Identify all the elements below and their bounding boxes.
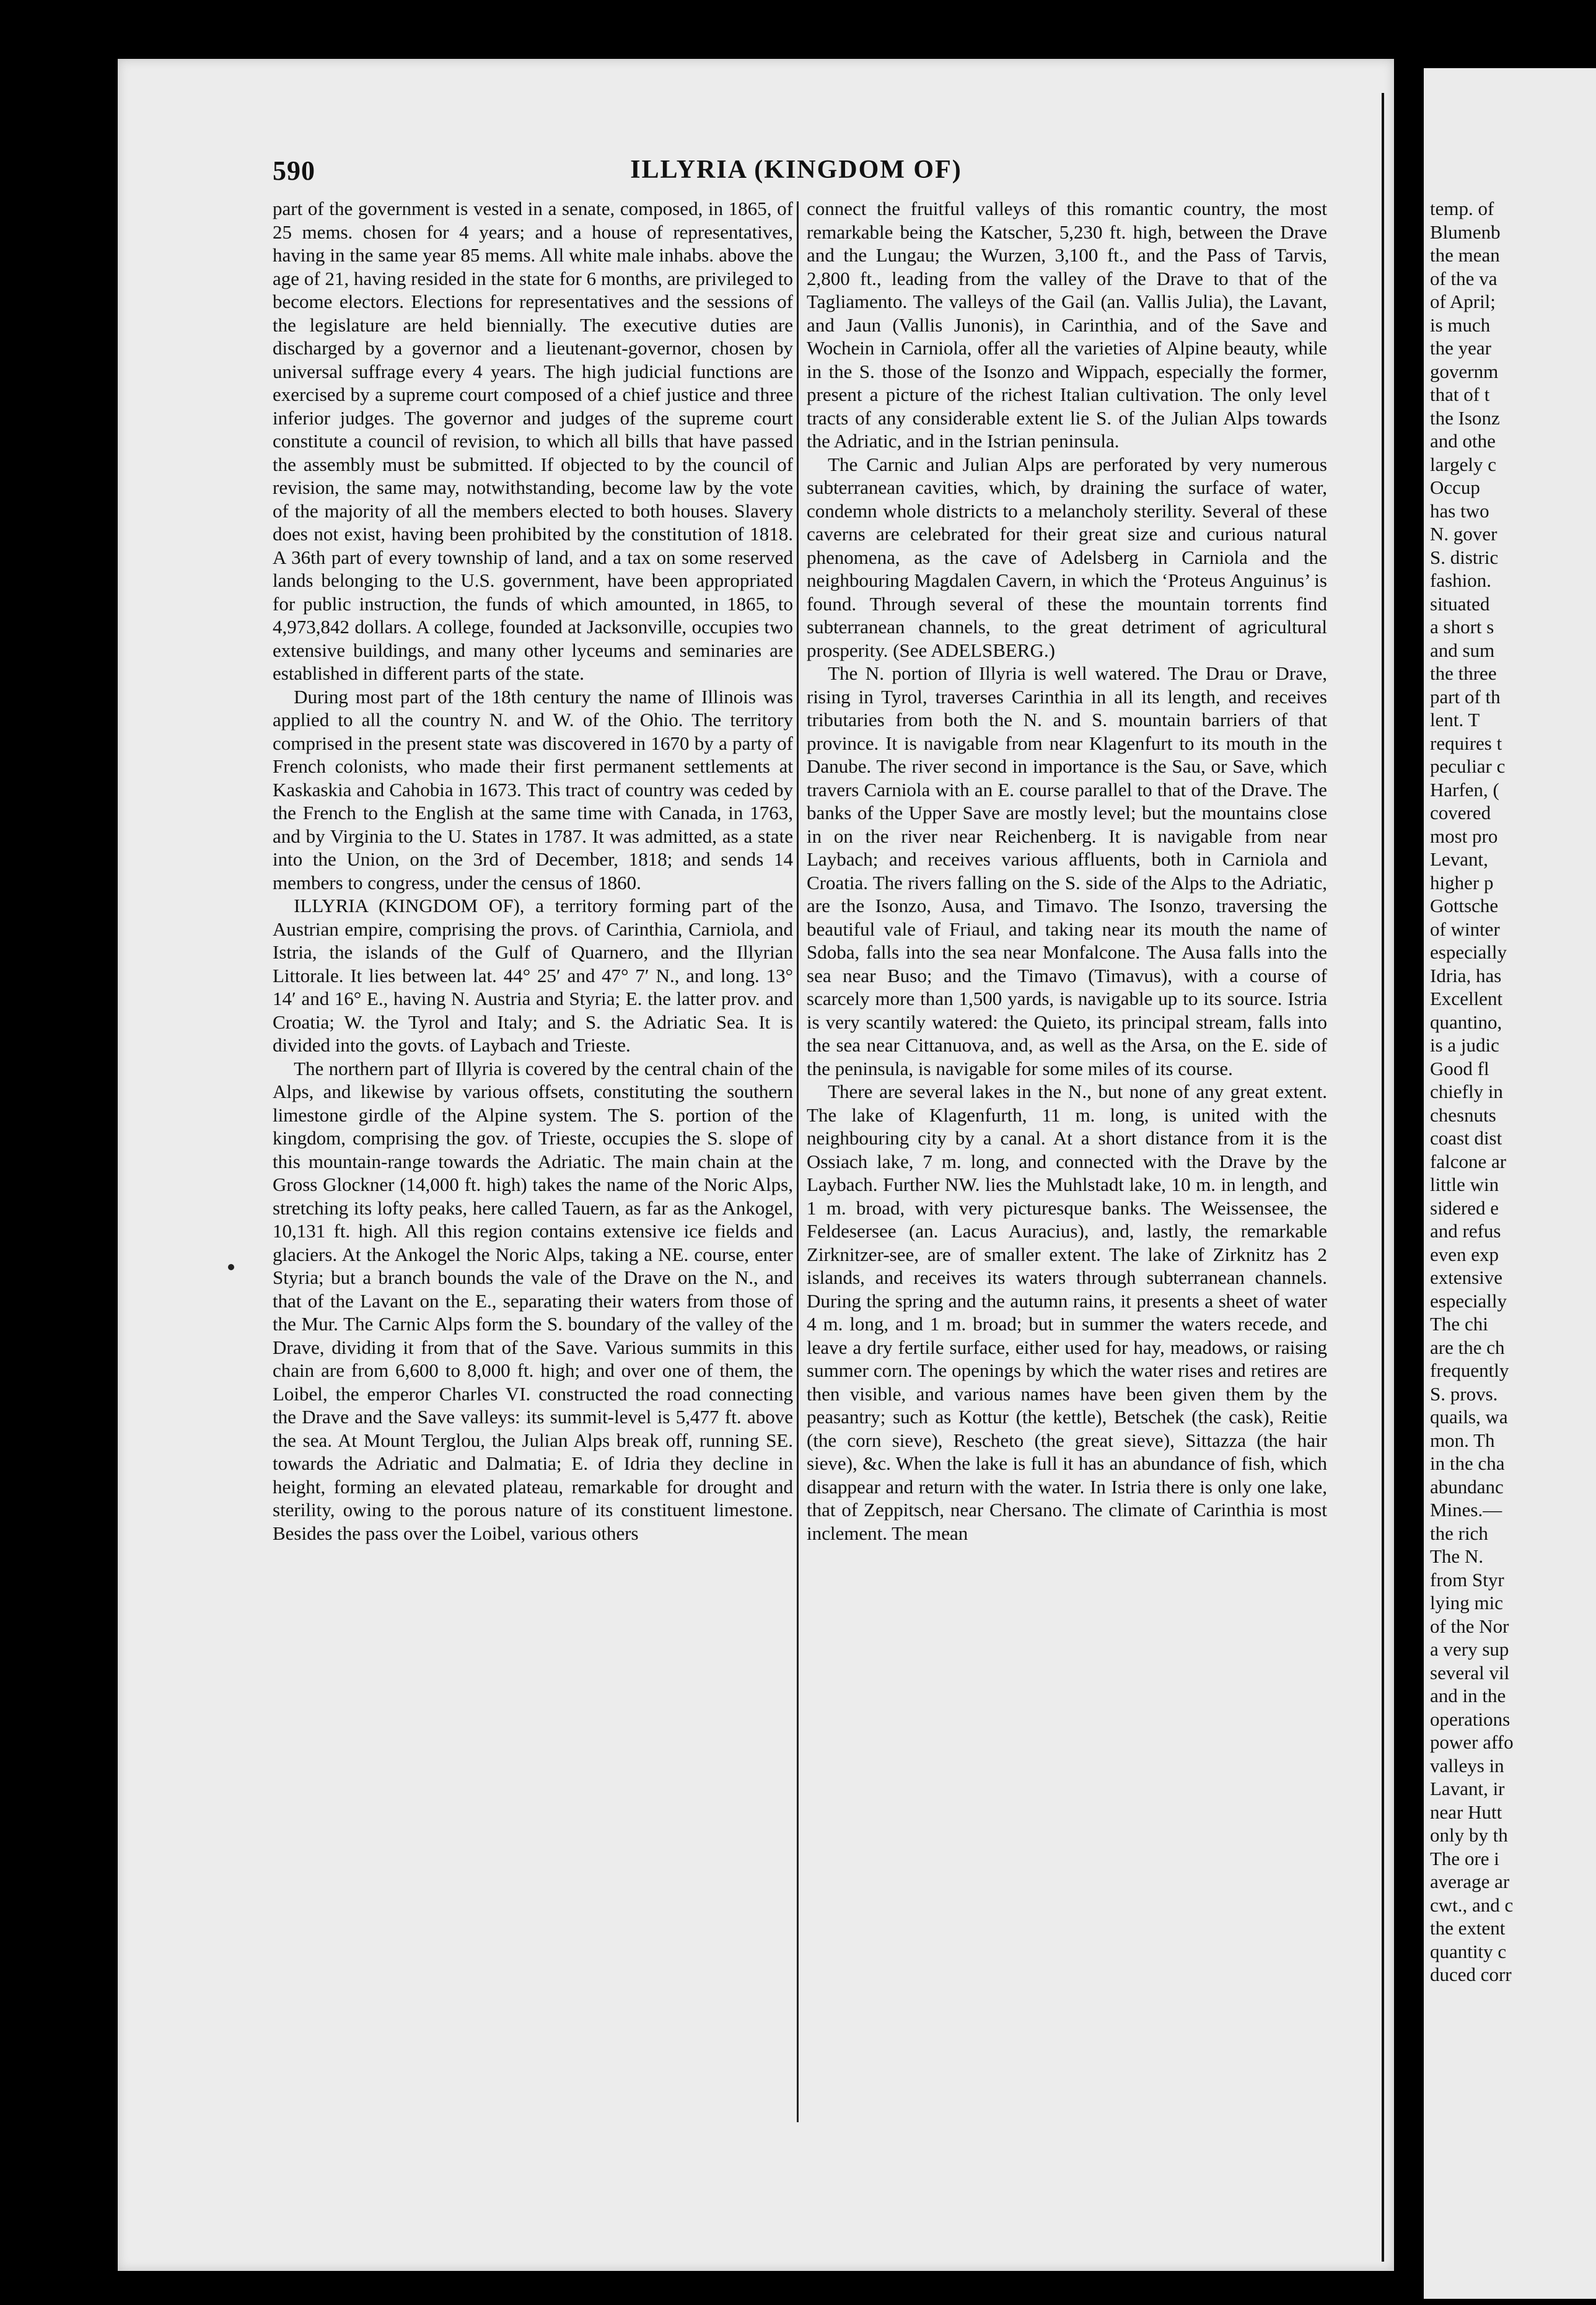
fragment-line: requires t xyxy=(1430,732,1502,754)
paragraph: The N. portion of Illyria is well watered. The Drau or Drave, rising in Tyrol, traverses Carinthia in all its length, and receives tributaries from both the N. and S. mountain barriers of that province. It is navigable from near Klagenfurt to its mouth in the Danube. The river second in importance is the Sau, or Save, which travers Carniola with an E. course parallel to that of the Drave. The banks of the Upper Save are mostly level; but the mountains close in on the river near Reichenberg. It is navigable from near Laybach; and receives various affluents, both in Carniola and Croatia. The rivers falling on the S. side of the Alps to the Adriatic, are the Isonzo, Ausa, and Timavo. The Isonzo, traversing the beautiful vale of Friaul, and taking near its mouth the name of Sdoba, falls into the sea near Monfalcone. The Ausa falls into the sea near Buso; and the Timavo (Timavus), with a course of scarcely more than 1,500 yards, is navigable up to its source. Istria is very scantily watered: the Quieto, its principal stream, falls into the sea near Cittanuova, and, as well as the Arsa, on the E. side of the peninsula, is navigable for some miles of its course. xyxy=(807,662,1327,1079)
page-header xyxy=(273,155,1320,192)
fragment-line: and othe xyxy=(1430,430,1496,452)
paragraph: connect the fruitful valleys of this romantic country, the most remarkable being the Katscher, 5,230 ft. high, between the Drave and the Lungau; the Wurzen, 3,100 ft., and the Pass of Tarvis, 2,800 ft., leading from the valley of the Drave to that of the Tagliamento. The valleys of the Gail (an. Vallis Julia), the Lavant, and Jaun (Vallis Junonis), in Carinthia, and of the Save and Wochein in Carniola, offer all the varieties of Alpine beauty, while in the S. those of the Isonzo and Wippach, especially the former, present a picture of the richest Italian cultivation. The only level tracts of any considerable extent lie S. of the Julian Alps towards the Adriatic, and in the Istrian peninsula. xyxy=(807,198,1327,452)
fragment-line: especially xyxy=(1430,1289,1507,1312)
paragraph: part of the government is vested in a senate, composed, in 1865, of 25 mems. chosen for 4 years; and a house of representatives, having in the same year 85 mems. All white male inhabs. above the age of 21, having resided in the state for 6 months, are privileged to become electors. Elections for representatives and the sessions of the legislature are held biennially. The executive duties are discharged by a governor and a lieutenant-governor, chosen by universal suffrage every 4 years. The high judicial functions are exercised by a supreme court composed of a chief justice and three inferior judges. The governor and judges of the supreme court constitute a council of revision, to which all bills that have passed the assembly must be submitted. If objected to by the council of revision, the same may, notwithstanding, become law by the vote of the majority of all the members elected to both houses. Slavery does not exist, having been prohibited by the constitution of 1818. A 36th part of every township of land, and a tax on some reserved lands belonging to the U.S. government, have been appropriated for public instruction, the funds of which amounted, in 1865, to 4,973,842 dollars. A college, founded at Jacksonville, occupies two extensive buildings, and many other lyceums and seminaries are established in different parts of the state. xyxy=(273,198,793,684)
fragment-line: quantino, xyxy=(1430,1011,1502,1033)
fragment-line: from Styr xyxy=(1430,1568,1504,1591)
fragment-line: is much xyxy=(1430,314,1491,336)
fragment-line: the extent xyxy=(1430,1917,1506,1939)
fragment-line: mon. Th xyxy=(1430,1429,1495,1451)
fragment-line: are the ch xyxy=(1430,1336,1505,1358)
fragment-line: part of th xyxy=(1430,685,1501,708)
fragment-line: situated xyxy=(1430,592,1490,615)
fragment-line: coast dist xyxy=(1430,1127,1502,1149)
fragment-line: a short s xyxy=(1430,616,1494,638)
fragment-line: is a judic xyxy=(1430,1034,1499,1056)
fragment-line: lying mic xyxy=(1430,1592,1503,1614)
fragment-line: Occup xyxy=(1430,476,1480,498)
fragment-line: near Hutt xyxy=(1430,1801,1502,1823)
fragment-line: most pro xyxy=(1430,825,1498,847)
fragment-line: quails, wa xyxy=(1430,1406,1508,1428)
fragment-line: in the cha xyxy=(1430,1452,1505,1474)
page-edge-shadow xyxy=(1382,93,1384,2262)
fragment-line: The chi xyxy=(1430,1313,1488,1335)
fragment-line: S. distric xyxy=(1430,546,1499,568)
fragment-line: Blumenb xyxy=(1430,221,1501,243)
fragment-line: abundanc xyxy=(1430,1475,1504,1498)
fragment-line: the mean xyxy=(1430,244,1500,266)
fragment-line: higher p xyxy=(1430,871,1494,893)
fragment-line: extensive xyxy=(1430,1267,1503,1288)
fragment-line: operations xyxy=(1430,1708,1510,1730)
fragment-line: The N. xyxy=(1430,1545,1484,1567)
fragment-line: and sum xyxy=(1430,639,1495,661)
fragment-line: only by th xyxy=(1430,1824,1508,1846)
fragment-line: fashion. xyxy=(1430,569,1492,591)
fragment-line: temp. of xyxy=(1430,198,1494,219)
fragment-line: of the va xyxy=(1430,267,1497,289)
fragment-line: sidered e xyxy=(1430,1196,1499,1219)
fragment-line: average ar xyxy=(1430,1871,1510,1892)
fragment-line: and in the xyxy=(1430,1685,1506,1706)
fragment-line: the Isonz xyxy=(1430,406,1500,429)
paragraph: There are several lakes in the N., but none of any great extent. The lake of Klagenfurth, 11 m. long, is united with the neighbouring city by a canal. At a short distance from it is the Ossiach lake, 7 m. long, and connected with the Drave by the Laybach. Further NW. lies the Muhlstadt lake, 10 m. in length, and 1 m. broad, with very picturesque banks. The Weissensee, the Feldesersee (an. Lacus Auracius), and, lastly, the remarkable Zirknitzer-see, are of smaller extent. The lake of Zirknitz has 2 islands, and receives its waters through subterranean channels. During the spring and the autumn rains, it presents a sheet of water 4 m. long, and 1 m. broad; but in summer the waters recede, and leave a dry fertile surface, either used for hay, meadows, or raising summer corn. The openings by which the water rises and retires are then visible, and various names have been given them by the peasantry; such as Kottur (the kettle), Betschek (the cask), Reitie (the corn sieve), Rescheto (the great sieve), Sittazza (the hair sieve), &c. When the lake is full it has an abundance of fish, which disappear and return with the water. In Istria there is only one lake, that of Zeppitsch, near Chersano. The climate of Carinthia is most inclement. The mean xyxy=(807,1081,1327,1544)
fragment-line: especially xyxy=(1430,941,1507,963)
paragraph-illyria-entry: ILLYRIA (KINGDOM OF), a territory forming part of the Austrian empire, comprising the provs. of Carinthia, Carniola, and Istria, the islands of the Gulf of Quarnero, and the Illyrian Littorale. It lies between lat. 44° 25′ and 47° 7′ N., and long. 13° 14′ and 16° E., having N. Austria and Styria; E. the latter prov. and Croatia; W. the Tyrol and Italy; and S. the Adriatic Sea. It is divided into the govts. of Laybach and Trieste. xyxy=(273,895,793,1056)
fragment-line: The ore i xyxy=(1430,1847,1499,1869)
fragment-line: lent. T xyxy=(1430,709,1480,731)
fragment-line: Harfen, ( xyxy=(1430,778,1499,801)
fragment-line: peculiar c xyxy=(1430,755,1506,777)
fragment-line: the three xyxy=(1430,662,1497,684)
fragment-line: chesnuts xyxy=(1430,1104,1496,1126)
fragment-line: several vil xyxy=(1430,1661,1510,1684)
fragment-line: the rich xyxy=(1430,1522,1488,1544)
fragment-line: covered xyxy=(1430,802,1491,823)
text-column-1 xyxy=(273,197,793,2130)
fragment-line: Idria, has xyxy=(1430,964,1502,986)
fragment-line: Gottsche xyxy=(1430,895,1499,916)
fragment-line: of April; xyxy=(1430,291,1496,312)
paragraph: The northern part of Illyria is covered by the central chain of the Alps, and likewise by various offsets, constituting the southern limestone girdle of the Alpine system. The S. portion of the kingdom, comprising the gov. of Trieste, occupies the S. slope of this mountain-range towards the Adriatic. The main chain at the Gross Glockner (14,000 ft. high) takes the name of the Noric Alps, stretching its lofty peaks, here called Tauern, as far as the Ankogel, 10,131 ft. high. All this region contains extensive ice fields and glaciers. At the Ankogel the Noric Alps, taking a NE. course, enter Styria; but a branch bounds the vale of the Drave on the N., and that of the Lavant on the E., separating their waters from those of the Mur. The Carnic Alps form the S. boundary of the valley of the Drave, dividing it from that of the Save. Various summits in this chain are from 6,600 to 8,000 ft. high; and over one of them, the Loibel, the emperor Charles VI. constructed the road connecting the Drave and the Save valleys: its summit-level is 5,477 ft. above the sea. At Mount Terglou, the Julian Alps break off, running SE. towards the Adriatic and Dalmatia; E. of Idria they decline in height, forming an elevated plateau, remarkable for drought and sterility, owing to the porous nature of its constituent limestone. Besides the pass over the Loibel, various others xyxy=(273,1057,793,1544)
paragraph: During most part of the 18th century the name of Illinois was applied to all the country N. and W. of the Ohio. The territory comprised in the present state was discovered in 1670 by a party of French colonists, who made their first permanent settlements at Kaskaskia and Cahobia in 1673. This tract of country was ceded by the French to the English at the same time with Canada, in 1763, and by Virginia to the U. States in 1787. It was admitted, as a state into the Union, on the 3rd of December, 1818; and sends 14 members to congress, under the census of 1860. xyxy=(273,685,793,893)
fragment-line: has two xyxy=(1430,499,1489,522)
fragment-line: N. gover xyxy=(1430,523,1497,545)
fragment-line: governm xyxy=(1430,360,1499,382)
paragraph: The Carnic and Julian Alps are perforated by very numerous subterranean cavities, which, by draining the surface of water, condemn whole districts to a melancholy sterility. Several of these caverns are celebrated for their great size and curious natural phenomena, as the cave of Adelsberg in Carniola and the neighbouring Magdalen Cavern, in which the ‘Proteus Anguinus’ is found. Through several of these the mountain torrents find subterranean channels, to the great detriment of agricultural prosperity. (See ADELSBERG.) xyxy=(807,453,1327,661)
fragment-line: Lavant, ir xyxy=(1430,1778,1505,1799)
fragment-line: a very sup xyxy=(1430,1638,1509,1660)
column-divider xyxy=(797,201,799,2122)
fragment-line: quantity c xyxy=(1430,1940,1507,1962)
fragment-line: little win xyxy=(1430,1174,1499,1195)
fragment-line: that of t xyxy=(1430,384,1490,405)
page-number: 590 xyxy=(273,156,315,186)
fragment-line: valleys in xyxy=(1430,1754,1504,1776)
fragment-line: largely c xyxy=(1430,453,1497,475)
fragment-line: cwt., and c xyxy=(1430,1894,1514,1916)
fragment-line: duced corr xyxy=(1430,1964,1512,1985)
right-page xyxy=(1424,68,1596,2299)
fragment-line: falcone ar xyxy=(1430,1150,1507,1172)
fragment-line: Excellent xyxy=(1430,988,1503,1009)
margin-mark xyxy=(228,1264,234,1270)
fragment-line: Good fl xyxy=(1430,1057,1489,1079)
fragment-line: of winter xyxy=(1430,918,1500,940)
running-title: ILLYRIA (KINGDOM OF) xyxy=(630,156,962,184)
fragment-line: the year xyxy=(1430,337,1491,359)
fragment-line: S. provs. xyxy=(1430,1382,1498,1405)
fragment-line: Mines.— xyxy=(1430,1499,1502,1521)
fragment-line: frequently xyxy=(1430,1359,1509,1381)
right-page-column-fragments xyxy=(1430,197,1596,1987)
fragment-line: and refus xyxy=(1430,1220,1501,1242)
fragment-line: of the Nor xyxy=(1430,1615,1509,1637)
fragment-line: chiefly in xyxy=(1430,1081,1503,1102)
fragment-line: power affo xyxy=(1430,1731,1514,1753)
text-column-2 xyxy=(807,197,1327,2130)
fragment-line: even exp xyxy=(1430,1243,1499,1265)
fragment-line: Levant, xyxy=(1430,848,1488,870)
